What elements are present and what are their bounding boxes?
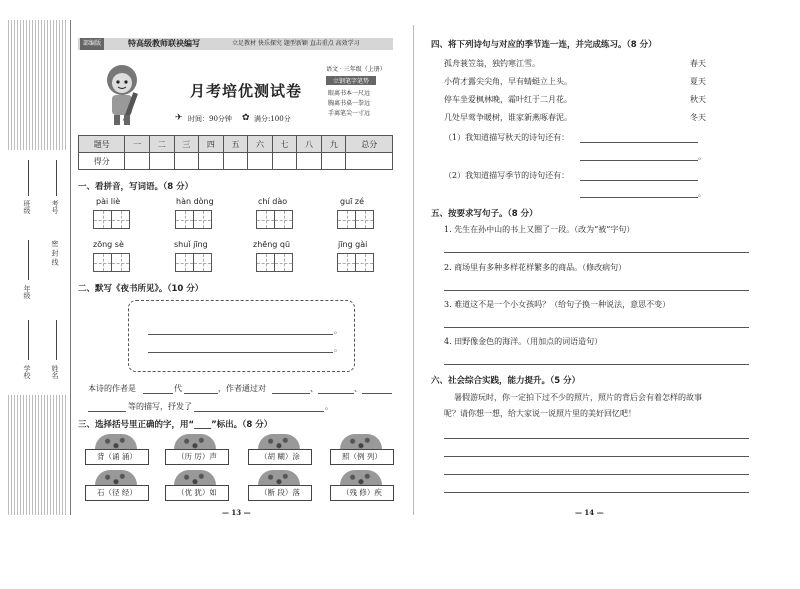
author-text-6: 等的描写，抒发了 [128, 402, 192, 411]
author-text-2: 代 [174, 384, 182, 393]
binding-stripe-bottom [8, 395, 68, 515]
author-text-5: 、 [354, 384, 362, 393]
score-cell[interactable] [149, 153, 174, 170]
author-text-7: 。 [325, 402, 333, 411]
poem-end-mark-2: 。 [334, 344, 342, 353]
motto-line-2: 胸离书桌一拳远 [328, 100, 371, 107]
q2-title: 二、默写《夜书所见》。（10 分） [78, 284, 204, 294]
q4-sub1-line-b[interactable] [580, 160, 698, 161]
q3-title: 三、选择括号里正确的字，用“____”标出。（8 分） [78, 420, 273, 430]
class-field[interactable] [28, 160, 29, 196]
motto-line-1: 眼离书本一尺远 [328, 90, 371, 97]
poem-line: 小荷才露尖尖角，早有蜻蜓立上头。 [444, 77, 572, 86]
pinyin: pài liè [96, 197, 121, 206]
pinyin: shuǐ jīng [174, 240, 208, 249]
choice-box[interactable]: 照（例 列） [330, 449, 394, 465]
score-cell[interactable] [223, 153, 248, 170]
q4-title: 四、将下列诗句与对应的季节连一连，并完成练习。（8 分） [431, 40, 657, 50]
q5-answer-3[interactable] [444, 327, 749, 328]
word-grid[interactable] [256, 210, 292, 229]
binding-border [70, 20, 71, 515]
season-option[interactable]: 春天 [690, 59, 706, 68]
grade-label: 年级 [23, 285, 31, 299]
subject-label: 语文 · 三年级（上册） [326, 66, 386, 73]
choice-box[interactable]: 背（诵 涌） [85, 449, 149, 465]
q6-prompt-line-1: 暑假游玩时，你一定拍下过不少的照片，照片的背后会有着怎样的故事 [454, 393, 702, 402]
choice-box[interactable]: （残 修）疾 [330, 485, 394, 501]
score-label: 得分 [79, 153, 125, 170]
choice-box[interactable]: （断 段）落 [248, 485, 312, 501]
header-cell: 九 [321, 136, 346, 153]
poem-line: 停车坐爱枫林晚，霜叶红于二月花。 [444, 95, 572, 104]
header-cell: 五 [223, 136, 248, 153]
word-grid[interactable] [93, 253, 129, 272]
object-field-3[interactable] [362, 393, 392, 394]
poem-line-2[interactable] [148, 352, 333, 353]
header-cell: 七 [272, 136, 297, 153]
header-cell: 一 [125, 136, 150, 153]
q4-sub1-period: 。 [698, 152, 706, 161]
header-cell: 四 [199, 136, 224, 153]
pinyin: jīng gài [338, 240, 368, 249]
header-cell: 八 [297, 136, 322, 153]
score-cell[interactable] [199, 153, 224, 170]
slogan: 特高级教师联袂编写 [128, 39, 200, 48]
q6-answer-line[interactable] [444, 456, 749, 457]
name-field[interactable] [56, 320, 57, 360]
word-grid[interactable] [337, 253, 373, 272]
seal-label: 密 封 线 [51, 240, 59, 266]
pinyin: chí dào [258, 197, 288, 206]
page-number-left: — 13 — [222, 508, 251, 517]
q5-item-2: 2. 商场里有多种多样花样繁多的商品。（修改病句） [444, 263, 627, 272]
motto-title: 立钢笔字笔势 [326, 76, 376, 85]
score-cell[interactable] [248, 153, 273, 170]
motto-line-3: 手离笔尖一寸远 [328, 110, 371, 117]
choice-box[interactable]: 石（径 经） [85, 485, 149, 501]
q1-title: 一、看拼音，写词语。（8 分） [78, 182, 194, 192]
q5-answer-4[interactable] [444, 364, 749, 365]
pinyin: guī zé [340, 197, 365, 206]
word-grid[interactable] [175, 210, 211, 229]
pinyin: hàn dòng [176, 197, 214, 206]
mascot-illustration [100, 62, 144, 128]
q6-title: 六、社会综合实践，能力提升。（5 分） [431, 376, 581, 386]
q6-answer-line[interactable] [444, 438, 749, 439]
choice-box[interactable]: （优 犹）如 [165, 485, 229, 501]
season-option[interactable]: 夏天 [690, 77, 706, 86]
q4-sub2-line-a[interactable] [580, 180, 698, 181]
score-cell[interactable] [346, 153, 393, 170]
q4-sub2-period: 。 [698, 189, 706, 198]
page-number-right: — 14 — [575, 508, 604, 517]
word-grid[interactable] [256, 253, 292, 272]
author-text-4: 、 [310, 384, 318, 393]
score-table [78, 135, 393, 170]
q5-item-3: 3. 难道这不是一个小女孩吗？（给句子换一种说法，意思不变） [444, 300, 671, 309]
q6-prompt-line-2: 呢？请你想一想，给大家说一说照片里的美好回忆吧！ [444, 409, 636, 418]
school-label: 学校 [23, 365, 31, 379]
word-grid[interactable] [93, 210, 129, 229]
poem-line-1[interactable] [148, 334, 333, 335]
object-field-4[interactable] [88, 411, 126, 412]
season-option[interactable]: 冬天 [690, 113, 706, 122]
header-cell: 六 [248, 136, 273, 153]
q5-answer-2[interactable] [444, 290, 749, 291]
number-field[interactable] [56, 160, 57, 196]
object-field-2[interactable] [318, 393, 354, 394]
header-cell: 总分 [346, 136, 393, 153]
word-grid[interactable] [337, 210, 373, 229]
q4-sub1: （1）我知道描写秋天的诗句还有： [444, 133, 570, 142]
exam-time: 时间：90分钟 [188, 115, 232, 123]
number-label: 考号 [51, 200, 59, 214]
score-cell[interactable] [321, 153, 346, 170]
clock-icon: ✈ [175, 113, 183, 123]
author-field[interactable] [184, 393, 218, 394]
dynasty-field[interactable] [143, 393, 173, 394]
q5-answer-1[interactable] [444, 252, 749, 253]
choice-box[interactable]: （历 厉）声 [165, 449, 229, 465]
pinyin: zōng sè [93, 240, 124, 249]
center-fold [413, 25, 414, 515]
score-cell[interactable] [297, 153, 322, 170]
exam-score: 满分:100分 [254, 115, 291, 123]
poem-end-mark-1: 。 [334, 326, 342, 335]
q6-answer-line[interactable] [444, 492, 749, 493]
header-cell: 三 [174, 136, 199, 153]
name-label: 姓名 [51, 365, 59, 379]
q5-item-4: 4. 田野像金色的海洋。（用加点的词语造句） [444, 337, 603, 346]
header-cell: 二 [149, 136, 174, 153]
poem-frame [128, 300, 355, 372]
word-grid[interactable] [175, 253, 211, 272]
class-label: 班级 [23, 200, 31, 214]
season-option[interactable]: 秋天 [690, 95, 706, 104]
author-text-1: 本诗的作者是 [88, 384, 136, 393]
pinyin: zhēng qū [253, 240, 291, 249]
author-text-3: ，作者通过对 [218, 384, 266, 393]
q6-answer-line[interactable] [444, 474, 749, 475]
header-cell: 题号 [79, 136, 125, 153]
score-cell[interactable] [174, 153, 199, 170]
school-field[interactable] [28, 320, 29, 360]
q4-sub2: （2）我知道描写季节的诗句还有： [444, 171, 570, 180]
q4-sub2-line-b[interactable] [580, 197, 698, 198]
choice-box[interactable]: （胡 糊）涂 [248, 449, 312, 465]
q5-item-1: 1. 先生在孙中山的书上又圈了一段。（改为“被”字句） [444, 225, 635, 234]
score-cell[interactable] [125, 153, 150, 170]
page-title: 月考培优测试卷 [190, 82, 303, 100]
object-field-1[interactable] [272, 393, 310, 394]
binding-stripe-top [8, 20, 68, 150]
poem-line: 孤舟蓑笠翁，独钓寒江雪。 [444, 59, 540, 68]
slogan-rest: 立足教材 快乐探究 题型新颖 直击重点 高效学习 [232, 40, 360, 47]
edition-badge: 部编版 [80, 38, 104, 50]
poem-line: 几处早莺争暖树，谁家新燕啄春泥。 [444, 113, 572, 122]
trophy-icon: ✿ [242, 113, 250, 123]
q4-sub1-line-a[interactable] [580, 142, 698, 143]
q5-title: 五、按要求写句子。（8 分） [431, 209, 538, 219]
emotion-field[interactable] [194, 411, 324, 412]
grade-field[interactable] [28, 240, 29, 280]
score-cell[interactable] [272, 153, 297, 170]
